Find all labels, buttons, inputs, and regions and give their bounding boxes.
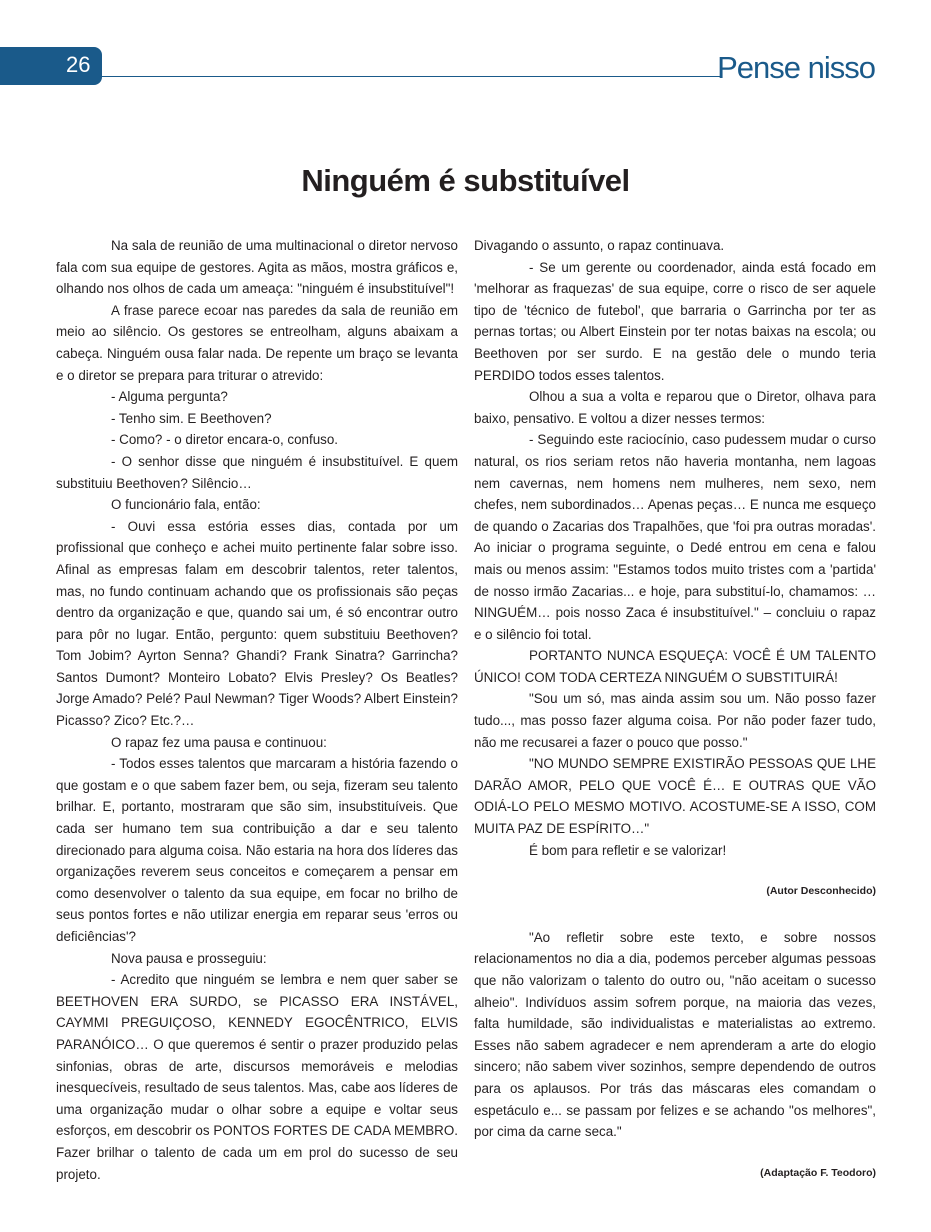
paragraph: O funcionário fala, então: xyxy=(111,497,261,513)
paragraph: - Como? - o diretor encara-o, confuso. xyxy=(111,432,339,448)
author-credit: (Autor Desconhecido) xyxy=(766,885,876,898)
paragraph: - Se um gerente ou coordenador, ainda está focado em 'melhorar as fraquezas' de sua equipe, corre o risco de ser aquele tipo de 'técnico de futebol', que barraria o Garrincha por ter as pernas tortas; ou Albert Einstein por ter notas baixas na escola; ou Beethoven por ser surdo. E na gestão dele o mundo teria PERDIDO todos esses talentos. xyxy=(474,259,876,383)
paragraph: - Alguma pergunta? xyxy=(111,389,228,405)
paragraph: - Acredito que ninguém se lembra e nem quer saber se BEETHOVEN ERA SURDO, se PICASSO ERA INSTÁVEL, CAYMMI PREGUIÇOSO, KENNEDY EGOCÊNTRICO, ELVIS PARANÓICO… O que queremos é sentir o prazer produzido pelas sinfonias, obras de arte, discursos memoráveis e melodias inesquecíveis, resultado de seus talentos. Mas, cabe aos líderes de uma organização mudar o olhar sobre a equipe e voltar seus esforços, em descobrir os PONTOS FORTES DE CADA MEMBRO. Fazer brilhar o talento de cada um em prol do sucesso de seu projeto. xyxy=(56,972,458,1182)
paragraph: Nova pausa e prosseguiu: xyxy=(111,950,267,966)
paragraph: - Ouvi essa estória esses dias, contada por um profissional que conheço e achei muito pertinente falar sobre isso. Afinal as empresas falam em descobrir talentos, reter talentos, mas, no fundo continuam achando que os profissionais são peças dentro da organização e que, quando sai um, é só encontrar outro para pôr no lugar. Então, pergunto: quem substituiu Beethoven? Tom Jobim? Ayrton Senna? Ghandi? Frank Sinatra? Garrincha? Santos Dumont? Monteiro Lobato? Elvis Presley? Os Beatles? Jorge Amado? Pelé? Paul Newman? Tiger Woods? Albert Einstein? Picasso? Zico? Etc.?… xyxy=(56,518,458,729)
page-number: 26 xyxy=(66,52,91,77)
paragraph: Olhou a sua a volta e reparou que o Diretor, olhava para baixo, pensativo. E voltou a dizer nesses termos: xyxy=(474,389,876,426)
paragraph: PORTANTO NUNCA ESQUEÇA: VOCÊ É UM TALENTO ÚNICO! COM TODA CERTEZA NINGUÉM O SUBSTITUIRÁ! xyxy=(474,648,876,685)
right-column xyxy=(474,235,876,1184)
adaptation-credit: (Adaptação F. Teodoro) xyxy=(760,1166,876,1179)
paragraph: O rapaz fez uma pausa e continuou: xyxy=(111,734,327,750)
article-title: Ninguém é substituível xyxy=(301,162,630,198)
section-title: Pense nisso xyxy=(717,50,875,85)
paragraph: - O senhor disse que ninguém é insubstituível. E quem substituiu Beethoven? Silêncio… xyxy=(56,453,458,491)
paragraph: A frase parece ecoar nas paredes da sala de reunião em meio ao silêncio. Os gestores se entreolham, alguns abaixam a cabeça. Ninguém ousa falar nada. De repente um braço se levanta e o diretor se prepara para triturar o atrevido: xyxy=(56,302,458,383)
left-column xyxy=(56,235,458,1185)
header-rule xyxy=(102,76,722,77)
paragraph: - Tenho sim. E Beethoven? xyxy=(111,410,272,426)
paragraph: - Todos esses talentos que marcaram a história fazendo o que gostam e o que sabem fazer bem, ou seja, fizeram seu talento brilhar. E, portanto, mostraram que são sim, insubstituíveis. Que cada ser humano tem sua contribuição a dar e seu talento direcionado para alguma coisa. Não estaria na hora dos líderes das organizações reverem seus conceitos e começarem a pensar em como desenvolver o talento da sua equipe, em focar no brilho de seus pontos fortes e não utilizar energia em reparar seus 'erros ou deficiências'? xyxy=(56,756,458,944)
paragraph: Divagando o assunto, o rapaz continuava. xyxy=(474,238,725,253)
paragraph: - Seguindo este raciocínio, caso pudessem mudar o curso natural, os rios seriam retos não haveria montanha, nem lagoas nem cavernas, nem homens nem mulheres, nem sexo, nem chefes, nem subordinados… Apenas peças… E nunca me esqueço de quando o Zacarias dos Trapalhões, que 'foi pra outras moradas'. Ao iniciar o programa seguinte, o Dedé entrou em cena e falou mais ou menos assim: "Estamos todos muito tristes com a 'partida' de nosso irmão Zacarias... e hoje, para substituí-lo, chamamos: …NINGUÉM… pois nosso Zaca é insubstituível." – concluiu o rapaz e o silêncio foi total. xyxy=(474,432,876,642)
paragraph: "NO MUNDO SEMPRE EXISTIRÃO PESSOAS QUE LHE DARÃO AMOR, PELO QUE VOCÊ É… E OUTRAS QUE VÃO ODIÁ-LO PELO MESMO MOTIVO. ACOSTUME-SE A ISSO, COM MUITA PAZ DE ESPÍRITO…" xyxy=(474,756,876,837)
paragraph: "Sou um só, mas ainda assim sou um. Não posso fazer tudo..., mas posso fazer alguma coisa. Por não poder fazer tudo, não me recusarei a fazer o pouco que posso." xyxy=(474,691,876,750)
paragraph: É bom para refletir e se valorizar! xyxy=(529,842,727,858)
paragraph: Na sala de reunião de uma multinacional o diretor nervoso fala com sua equipe de gestores. Agita as mãos, mostra gráficos e, olhando nos olhos de cada um ameaça: "ninguém é insubstituível"! xyxy=(56,238,458,297)
reflection-paragraph: "Ao refletir sobre este texto, e sobre nossos relacionamentos no dia a dia, podemos perceber algumas pessoas que não valorizam o talento do outro ou, "não aceitam o sucesso alheio". Indivíduos assim sofrem porque, na maioria das vezes, falta humildade, são individualistas e materialistas ao extremo. Esses não sabem agradecer e nem aprenderam a arte do elogio sincero; não sabem viver sozinhos, sempre dependendo de outros para os aplausos. Por trás das máscaras eles comandam o espetáculo e... se passam por felizes e se achando "os melhores", por cima da carne seca." xyxy=(474,929,876,1140)
